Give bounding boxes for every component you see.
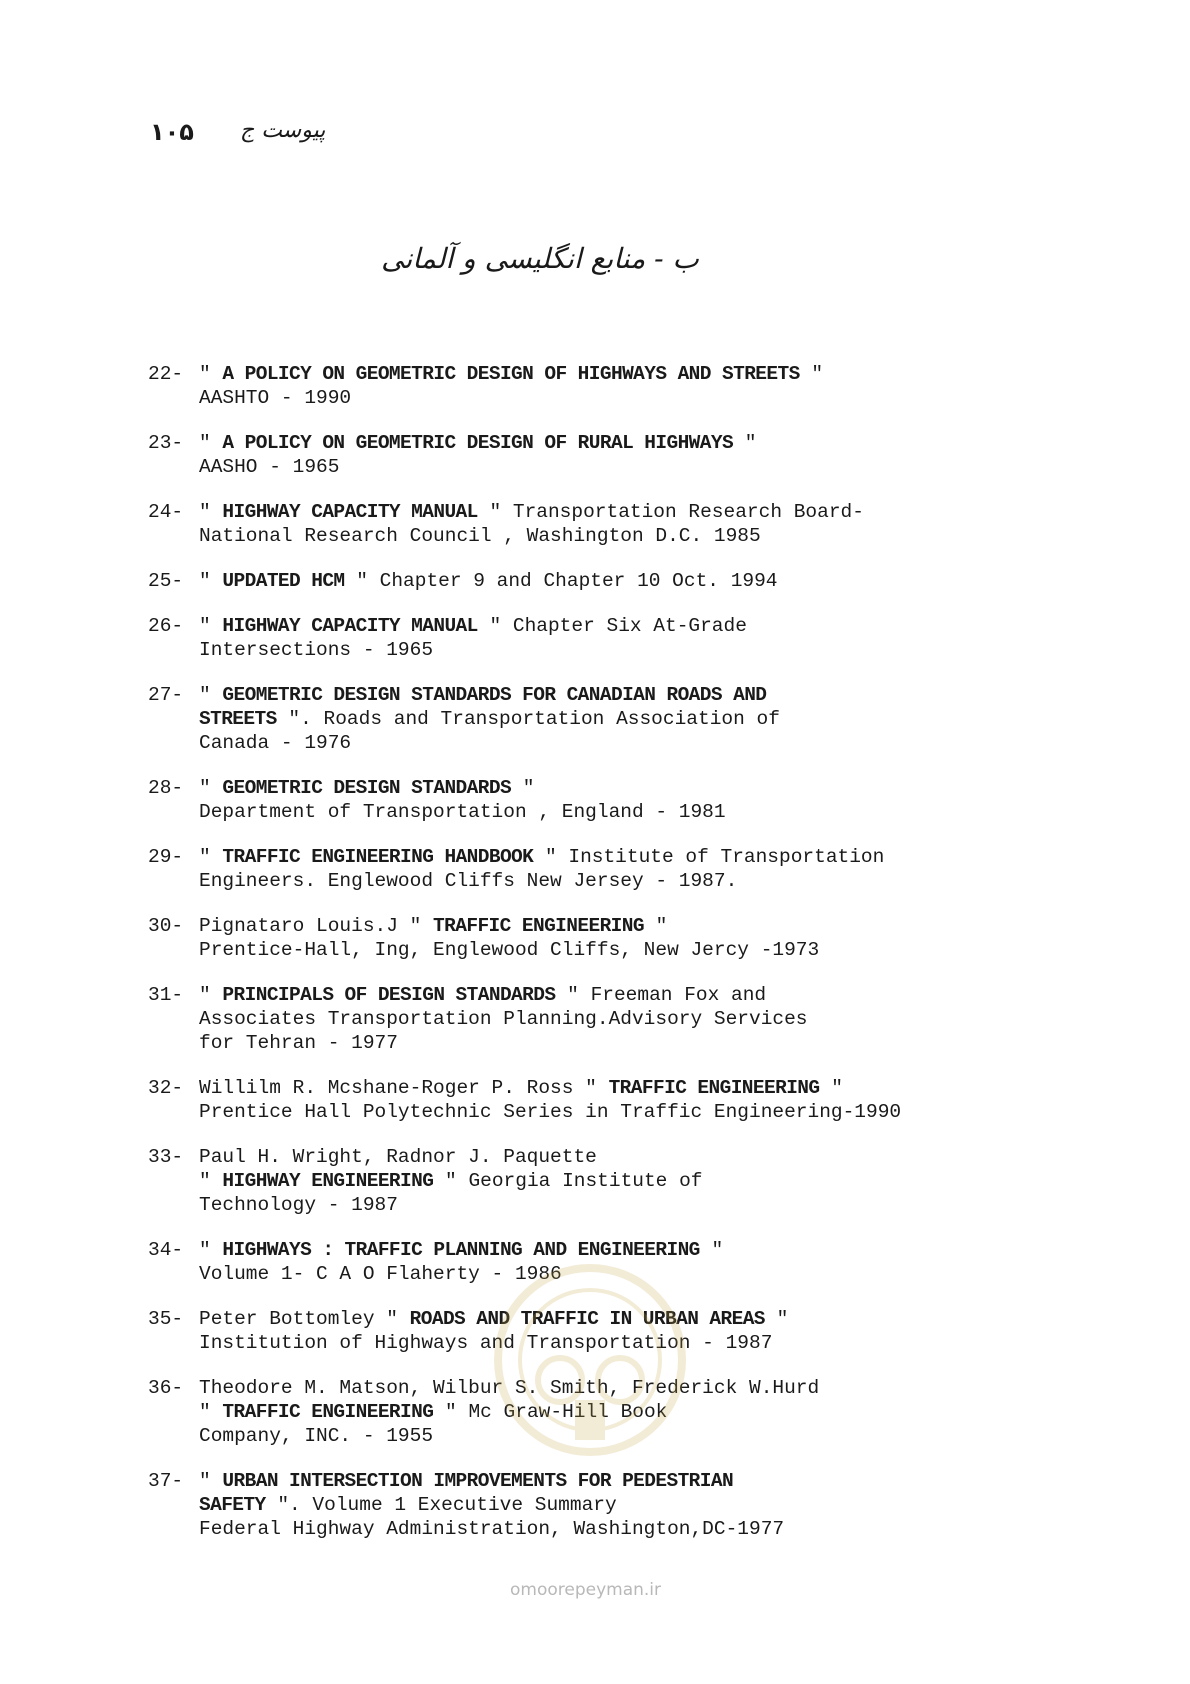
reference-detail-segment: Federal Highway Administration, Washington,DC-1977 <box>199 1518 785 1540</box>
reference-line <box>199 1307 1068 1331</box>
reference-number: 34- <box>148 1239 184 1261</box>
reference-line <box>199 362 1068 386</box>
reference-detail-segment: AASHO - 1965 <box>199 456 340 478</box>
reference-text <box>199 569 1068 593</box>
reference-text <box>199 1376 1068 1448</box>
reference-title-segment: A POLICY ON GEOMETRIC DESIGN OF RURAL HIGHWAYS <box>222 432 734 454</box>
reference-detail-segment: " Institute of Transportation <box>533 846 885 868</box>
reference-line <box>199 614 1068 638</box>
reference-item <box>148 431 1068 479</box>
reference-number: 27- <box>148 684 184 706</box>
reference-detail-segment: Prentice-Hall, Ing, Englewood Cliffs, New Jercy -1973 <box>199 939 820 961</box>
reference-detail-segment: for Tehran - 1977 <box>199 1032 398 1054</box>
reference-item <box>148 1238 1068 1286</box>
reference-detail-segment: " <box>199 1239 223 1261</box>
reference-number: 36- <box>148 1377 184 1399</box>
reference-number: 30- <box>148 915 184 937</box>
reference-line <box>199 845 1068 869</box>
reference-item <box>148 614 1068 662</box>
reference-line <box>199 638 1068 662</box>
reference-number: 31- <box>148 984 184 1006</box>
reference-detail-segment: Engineers. Englewood Cliffs New Jersey - 1987. <box>199 870 738 892</box>
watermark-text: omoorepeyman.ir <box>510 1580 662 1600</box>
reference-title-segment: UPDATED HCM <box>222 570 345 592</box>
reference-detail-segment: " <box>799 363 824 385</box>
reference-detail-segment: " <box>819 1077 843 1099</box>
reference-detail-segment: Department of Transportation , England - 1981 <box>199 801 726 823</box>
reference-item <box>148 1145 1068 1217</box>
reference-number: 23- <box>148 432 184 454</box>
reference-title-segment: TRAFFIC ENGINEERING <box>433 915 644 937</box>
reference-detail-segment: " <box>199 1401 223 1423</box>
reference-detail-segment: " <box>643 915 668 937</box>
reference-detail-segment: " <box>199 615 223 637</box>
reference-detail-segment: " <box>199 432 223 454</box>
reference-line <box>199 386 1068 410</box>
reference-detail-segment: Paul H. Wright, Radnor J. Paquette <box>199 1146 597 1168</box>
reference-number: 33- <box>148 1146 184 1168</box>
reference-line <box>199 455 1068 479</box>
reference-item <box>148 914 1068 962</box>
reference-title-segment: TRAFFIC ENGINEERING <box>222 1401 434 1423</box>
reference-detail-segment: " <box>199 1470 223 1492</box>
reference-number: 35- <box>148 1308 184 1330</box>
reference-text <box>199 1469 1068 1541</box>
reference-line <box>199 1469 1068 1493</box>
reference-line <box>199 1424 1068 1448</box>
reference-item <box>148 845 1068 893</box>
reference-line <box>199 983 1068 1007</box>
reference-detail-segment: " <box>511 777 535 799</box>
reference-detail-segment: " <box>199 846 223 868</box>
reference-detail-segment: Volume 1- C A O Flaherty - 1986 <box>199 1263 562 1285</box>
reference-line <box>199 1517 1068 1541</box>
appendix-label: پیوست ج <box>240 118 326 143</box>
reference-detail-segment: " <box>199 363 223 385</box>
reference-detail-segment: " <box>199 570 223 592</box>
reference-detail-segment: " <box>199 777 223 799</box>
reference-line <box>199 731 1068 755</box>
reference-line <box>199 800 1068 824</box>
reference-line <box>199 431 1068 455</box>
reference-detail-segment: " <box>199 684 223 706</box>
reference-title-segment: HIGHWAY ENGINEERING <box>222 1170 434 1192</box>
reference-number: 29- <box>148 846 184 868</box>
reference-detail-segment: Company, INC. - 1955 <box>199 1425 434 1447</box>
reference-line <box>199 1007 1068 1031</box>
reference-title-segment: SAFETY <box>199 1494 266 1516</box>
reference-item <box>148 1076 1068 1124</box>
reference-detail-segment: Intersections - 1965 <box>199 639 434 661</box>
reference-line <box>199 1493 1068 1517</box>
reference-line <box>199 1331 1068 1355</box>
reference-detail-segment: " <box>699 1239 724 1261</box>
reference-item <box>148 1376 1068 1448</box>
reference-text <box>199 1307 1068 1355</box>
reference-line <box>199 500 1068 524</box>
reference-text <box>199 914 1068 962</box>
reference-line <box>199 524 1068 548</box>
reference-line <box>199 1262 1068 1286</box>
section-title: ب - منابع انگلیسی و آلمانی <box>381 242 699 275</box>
reference-line <box>199 1076 1068 1100</box>
reference-line <box>199 1100 1068 1124</box>
reference-item <box>148 362 1068 410</box>
reference-item <box>148 683 1068 755</box>
reference-detail-segment: Willilm R. Mcshane-Roger P. Ross " <box>199 1077 609 1099</box>
reference-line <box>199 869 1068 893</box>
reference-item <box>148 1469 1068 1541</box>
reference-item <box>148 569 1068 593</box>
reference-detail-segment: " <box>764 1308 789 1330</box>
page-number: ۱۰۵ <box>150 118 194 146</box>
reference-text <box>199 1076 1068 1124</box>
reference-text <box>199 1238 1068 1286</box>
reference-title-segment: GEOMETRIC DESIGN STANDARDS FOR CANADIAN ROADS AND <box>222 684 767 706</box>
reference-number: 22- <box>148 363 184 385</box>
reference-text <box>199 362 1068 410</box>
reference-line <box>199 1193 1068 1217</box>
reference-number: 32- <box>148 1077 184 1099</box>
reference-line <box>199 1238 1068 1262</box>
reference-detail-segment: " <box>199 1170 223 1192</box>
reference-line <box>199 707 1068 731</box>
reference-number: 26- <box>148 615 184 637</box>
reference-text <box>199 614 1068 662</box>
reference-detail-segment: Peter Bottomley " <box>199 1308 410 1330</box>
reference-detail-segment: Prentice Hall Polytechnic Series in Traffic Engineering-1990 <box>199 1101 902 1123</box>
reference-text <box>199 983 1068 1055</box>
reference-detail-segment: ". Volume 1 Executive Summary <box>265 1494 617 1516</box>
reference-detail-segment: " Chapter Six At-Grade <box>477 615 747 637</box>
reference-detail-segment: Pignataro Louis.J " <box>199 915 434 937</box>
reference-line <box>199 1031 1068 1055</box>
reference-text <box>199 500 1068 548</box>
reference-text <box>199 683 1068 755</box>
reference-line <box>199 1400 1068 1424</box>
reference-item <box>148 776 1068 824</box>
reference-title-segment: GEOMETRIC DESIGN STANDARDS <box>222 777 512 799</box>
reference-detail-segment: Canada - 1976 <box>199 732 352 754</box>
reference-title-segment: HIGHWAYS : TRAFFIC PLANNING AND ENGINEERING <box>222 1239 700 1261</box>
reference-detail-segment: " Mc Graw-Hill Book <box>433 1401 668 1423</box>
reference-number: 28- <box>148 777 184 799</box>
reference-title-segment: HIGHWAY CAPACITY MANUAL <box>222 615 478 637</box>
reference-text <box>199 776 1068 824</box>
reference-detail-segment: " <box>199 984 223 1006</box>
reference-title-segment: ROADS AND TRAFFIC IN URBAN AREAS <box>409 1308 765 1330</box>
reference-text <box>199 845 1068 893</box>
reference-title-segment: HIGHWAY CAPACITY MANUAL <box>222 501 478 523</box>
reference-number: 25- <box>148 570 184 592</box>
reference-text <box>199 1145 1068 1217</box>
reference-line <box>199 776 1068 800</box>
reference-line <box>199 938 1068 962</box>
reference-detail-segment: " Transportation Research Board- <box>477 501 864 523</box>
reference-detail-segment: " <box>199 501 223 523</box>
reference-item <box>148 1307 1068 1355</box>
reference-title-segment: A POLICY ON GEOMETRIC DESIGN OF HIGHWAYS AND STREETS <box>222 363 800 385</box>
reference-item <box>148 983 1068 1055</box>
reference-number: 37- <box>148 1470 184 1492</box>
reference-line <box>199 569 1068 593</box>
reference-line <box>199 1376 1068 1400</box>
reference-item <box>148 500 1068 548</box>
reference-title-segment: URBAN INTERSECTION IMPROVEMENTS FOR PEDESTRIAN <box>222 1470 734 1492</box>
reference-list <box>148 362 1068 1562</box>
reference-detail-segment: Technology - 1987 <box>199 1194 398 1216</box>
reference-text <box>199 431 1068 479</box>
reference-detail-segment: " <box>733 432 757 454</box>
reference-title-segment: PRINCIPALS OF DESIGN STANDARDS <box>222 984 556 1006</box>
reference-line <box>199 914 1068 938</box>
reference-detail-segment: " Freeman Fox and <box>555 984 767 1006</box>
reference-detail-segment: " Chapter 9 and Chapter 10 Oct. 1994 <box>344 570 778 592</box>
reference-number: 24- <box>148 501 184 523</box>
reference-line <box>199 1145 1068 1169</box>
page-header <box>150 118 350 158</box>
reference-detail-segment: Institution of Highways and Transportation - 1987 <box>199 1332 773 1354</box>
reference-detail-segment: AASHTO - 1990 <box>199 387 352 409</box>
reference-detail-segment: Associates Transportation Planning.Advisory Services <box>199 1008 808 1030</box>
reference-detail-segment: National Research Council , Washington D.C. 1985 <box>199 525 761 547</box>
reference-title-segment: STREETS <box>199 708 277 730</box>
reference-line <box>199 1169 1068 1193</box>
reference-detail-segment: " Georgia Institute of <box>433 1170 703 1192</box>
reference-detail-segment: ". Roads and Transportation Association of <box>276 708 780 730</box>
reference-title-segment: TRAFFIC ENGINEERING <box>608 1077 820 1099</box>
reference-detail-segment: Theodore M. Matson, Wilbur S. Smith, Frederick W.Hurd <box>199 1377 820 1399</box>
reference-line <box>199 683 1068 707</box>
reference-title-segment: TRAFFIC ENGINEERING HANDBOOK <box>222 846 534 868</box>
